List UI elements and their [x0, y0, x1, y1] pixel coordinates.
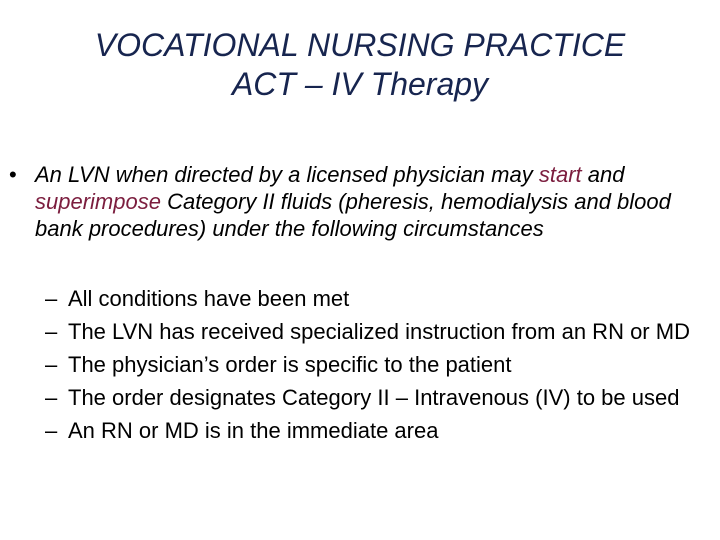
main-bullet — [9, 161, 710, 242]
sub-bullet-list — [45, 286, 710, 451]
slide-title — [0, 26, 720, 104]
bullet-marker: • — [9, 162, 17, 187]
sub-bullet-text: The LVN has received specialized instruction from an RN or MD — [68, 319, 690, 344]
title-line-2: ACT – IV Therapy — [231, 66, 489, 102]
bullet-text-post: Category II fluids (pheresis, hemodialysis and blood bank procedures) under the following circumstances — [35, 189, 671, 241]
dash-marker: – — [45, 286, 58, 311]
sub-bullet-text: The order designates Category II – Intravenous (IV) to be used — [68, 385, 680, 410]
dash-marker: – — [45, 418, 58, 443]
sub-bullet-text: An RN or MD is in the immediate area — [68, 418, 439, 443]
sub-bullet-item — [45, 286, 710, 312]
title-line-1: VOCATIONAL NURSING PRACTICE — [94, 27, 626, 63]
highlight-superimpose: superimpose — [35, 189, 161, 214]
dash-marker: – — [45, 319, 58, 344]
highlight-start: start — [538, 162, 582, 187]
dash-marker: – — [45, 352, 58, 377]
sub-bullet-item — [45, 385, 710, 411]
sub-bullet-text: All conditions have been met — [68, 286, 350, 311]
dash-marker: – — [45, 385, 58, 410]
sub-bullet-text: The physician’s order is specific to the patient — [68, 352, 512, 377]
sub-bullet-item — [45, 352, 710, 378]
bullet-text-pre: An LVN when directed by a licensed physician may — [35, 162, 539, 187]
sub-bullet-item — [45, 418, 710, 444]
bullet-text-mid: and — [581, 162, 625, 187]
sub-bullet-item — [45, 319, 710, 345]
